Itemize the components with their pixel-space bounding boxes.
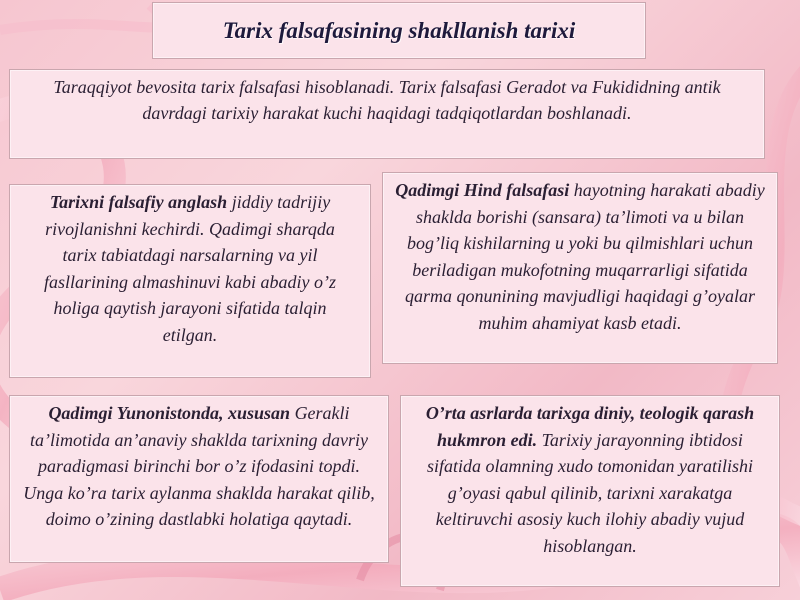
block-heading: Tarixni falsafiy anglash [49,192,228,212]
block-heading: Qadimgi Hind falsafasi [395,180,570,200]
ribbon-strand-top [0,5,165,30]
block-text: jiddiy tadrijiy rivojlanishni kechirdi. Qadimgi sharqda tarix tabiatdagi narsalarning va yil fasllarining almashinuvi kabi abadiy o’z holiga qaytish jarayoni sifatida talqin etilgan. [44,192,336,345]
intro-text-box [9,69,765,159]
text-box-philosophical-understanding [9,184,371,378]
text-box-indian-philosophy [382,172,778,364]
text-box-ancient-greece [9,395,389,563]
intro-text: Taraqqiyot bevosita tarix falsafasi hisoblanadi. Tarix falsafasi Geradot va Fukididning antik davrdagi tarixiy harakat kuchi haqidagi tadqiqotlardan boshlanadi. [53,77,721,123]
block-text: hayotning harakati abadiy shaklda borishi (sansara) ta’limoti va u bilan bog’liq kishilarning u yoki bu qilmishlari uchun beriladigan mukofotning muqarrarligi sifatida qarma qonunining mavjudligi haqidagi g’oyalar muhim ahamiyat kasb etadi. [405,180,765,333]
block-heading: Qadimgi Yunonistonda, xususan [48,403,291,423]
text-box-middle-ages [400,395,780,587]
block-text: Gerakli ta’limotida an’anaviy shaklda tarixning davriy paradigmasi birinchi bor o’z ifodasini topdi. Unga ko’ra tarix aylanma shaklda harakat qilib, doimo o’zining dastlabki holatiga qaytadi. [23,403,375,529]
block-heading: O’rta asrlarda tarixga diniy, teologik qarash hukmron edi. [425,403,755,450]
page-title [152,2,646,59]
page-title-text: Tarix falsafasining shakllanish tarixi [222,17,576,43]
block-text: Tarixiy jarayonning ibtidosi sifatida olamning xudo tomonidan yaratilishi g’oyasi qabul qilinib, tarixni xarakatga keltiruvchi asosiy kuch ilohiy abadiy vujud hisoblangan. [426,429,753,556]
